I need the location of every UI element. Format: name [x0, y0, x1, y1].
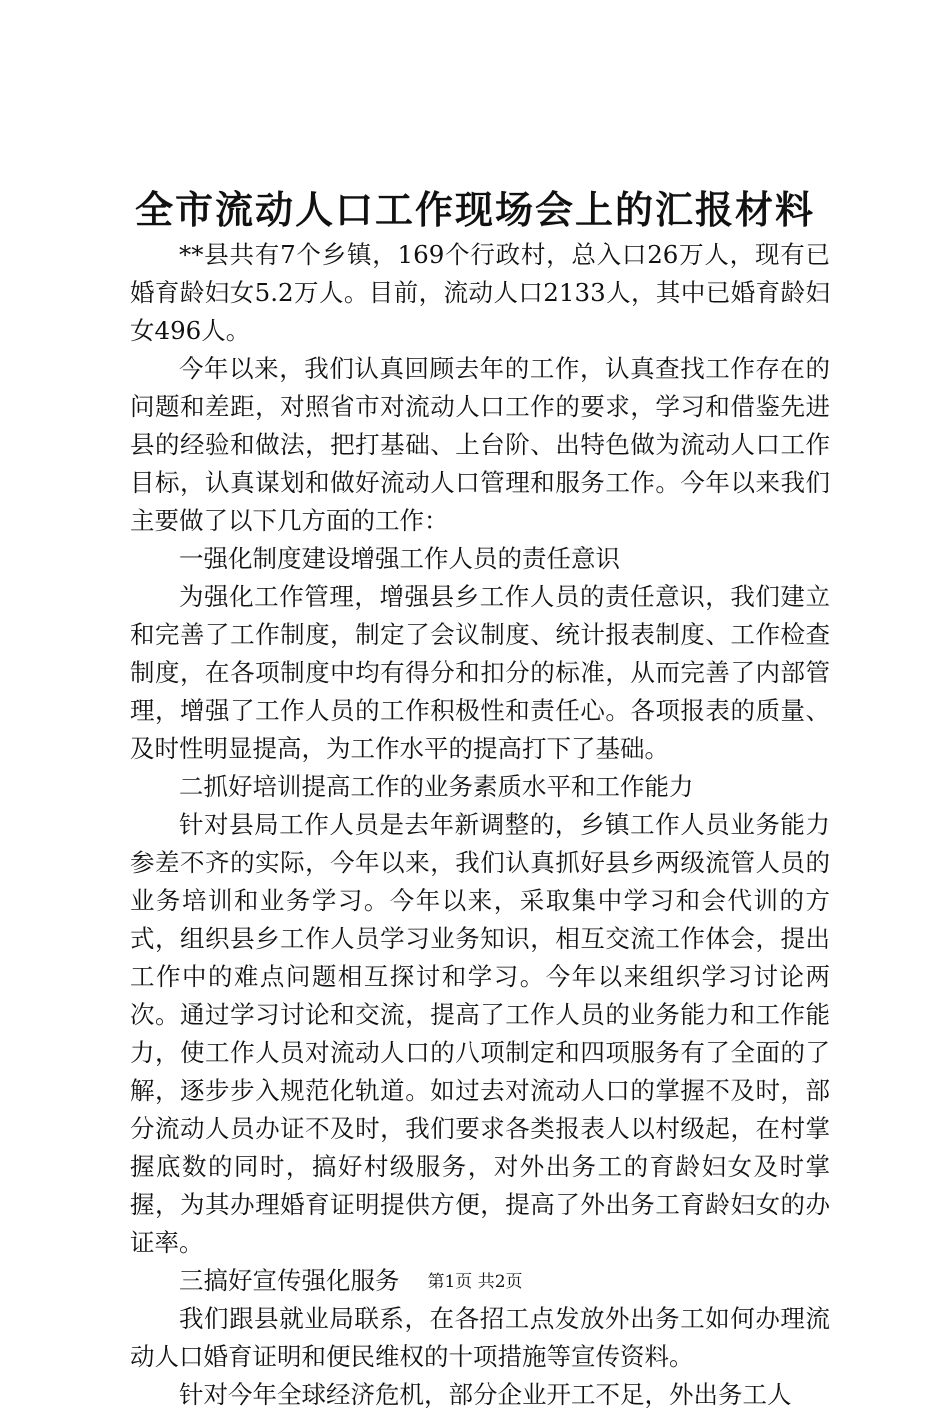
paragraph-section-2: 针对县局工作人员是去年新调整的，乡镇工作人员业务能力参差不齐的实际，今年以来，我们认真抓好县乡两级流管人员的业务培训和业务学习。今年以来，采取集中学习和会代训的方式，组织县乡工作人员学习业务知识，相互交流工作体会，提出工作中的难点问题相互探讨和学习。今年以来组织学习讨论两次。通过学习讨论和交流，提高了工作人员的业务能力和工作能力，使工作人员对流动人口的八项制定和四项服务有了全面的了解，逐步步入规范化轨道。如过去对流动人口的掌握不及时，部分流动人员办证不及时，我们要求各类报表人以村级起，在村掌握底数的同时，搞好村级服务，对外出务工的育龄妇女及时掌握，为其办理婚育证明提供方便，提高了外出务工育龄妇女的办证率。	[130, 810, 830, 1257]
paragraph-section-1: 为强化工作管理，增强县乡工作人员的责任意识，我们建立和完善了工作制度，制定了会议制度、统计报表制度、工作检查制度，在各项制度中均有得分和扣分的标准，从而完善了内部管理，增强了工作人员的工作积极性和责任心。各项报表的质量、及时性明显提高，为工作水平的提高打下了基础。	[130, 582, 830, 763]
paragraph-section-3-continued: 针对今年全球经济危机，部分企业开工不足，外出务工人	[179, 1380, 792, 1409]
section-heading-2: 二抓好培训提高工作的业务素质水平和工作能力	[179, 772, 694, 801]
paragraph-intro: 今年以来，我们认真回顾去年的工作，认真查找工作存在的问题和差距，对照省市对流动人口工作的要求，学习和借鉴先进县的经验和做法，把打基础、上台阶、出特色做为流动人口工作目标，认真谋划和做好流动人口管理和服务工作。今年以来我们主要做了以下几方面的工作：	[130, 354, 830, 535]
paragraph-overview: **县共有7个乡镇，169个行政村，总入口26万人，现有已婚育龄妇女5.2万人。目前，流动人口2133人，其中已婚育龄妇女496人。	[130, 240, 830, 345]
section-heading-3: 三搞好宣传强化服务	[179, 1266, 400, 1295]
page-number: 第1页 共2页	[427, 1272, 523, 1292]
section-heading-1: 一强化制度建设增强工作人员的责任意识	[179, 544, 620, 573]
paragraph-section-3: 我们跟县就业局联系，在各招工点发放外出务工如何办理流动人口婚育证明和便民维权的十项措施等宣传资料。	[130, 1304, 830, 1371]
document-title: 全市流动人口工作现场会上的汇报材料	[134, 187, 815, 232]
document-body	[130, 236, 830, 1414]
